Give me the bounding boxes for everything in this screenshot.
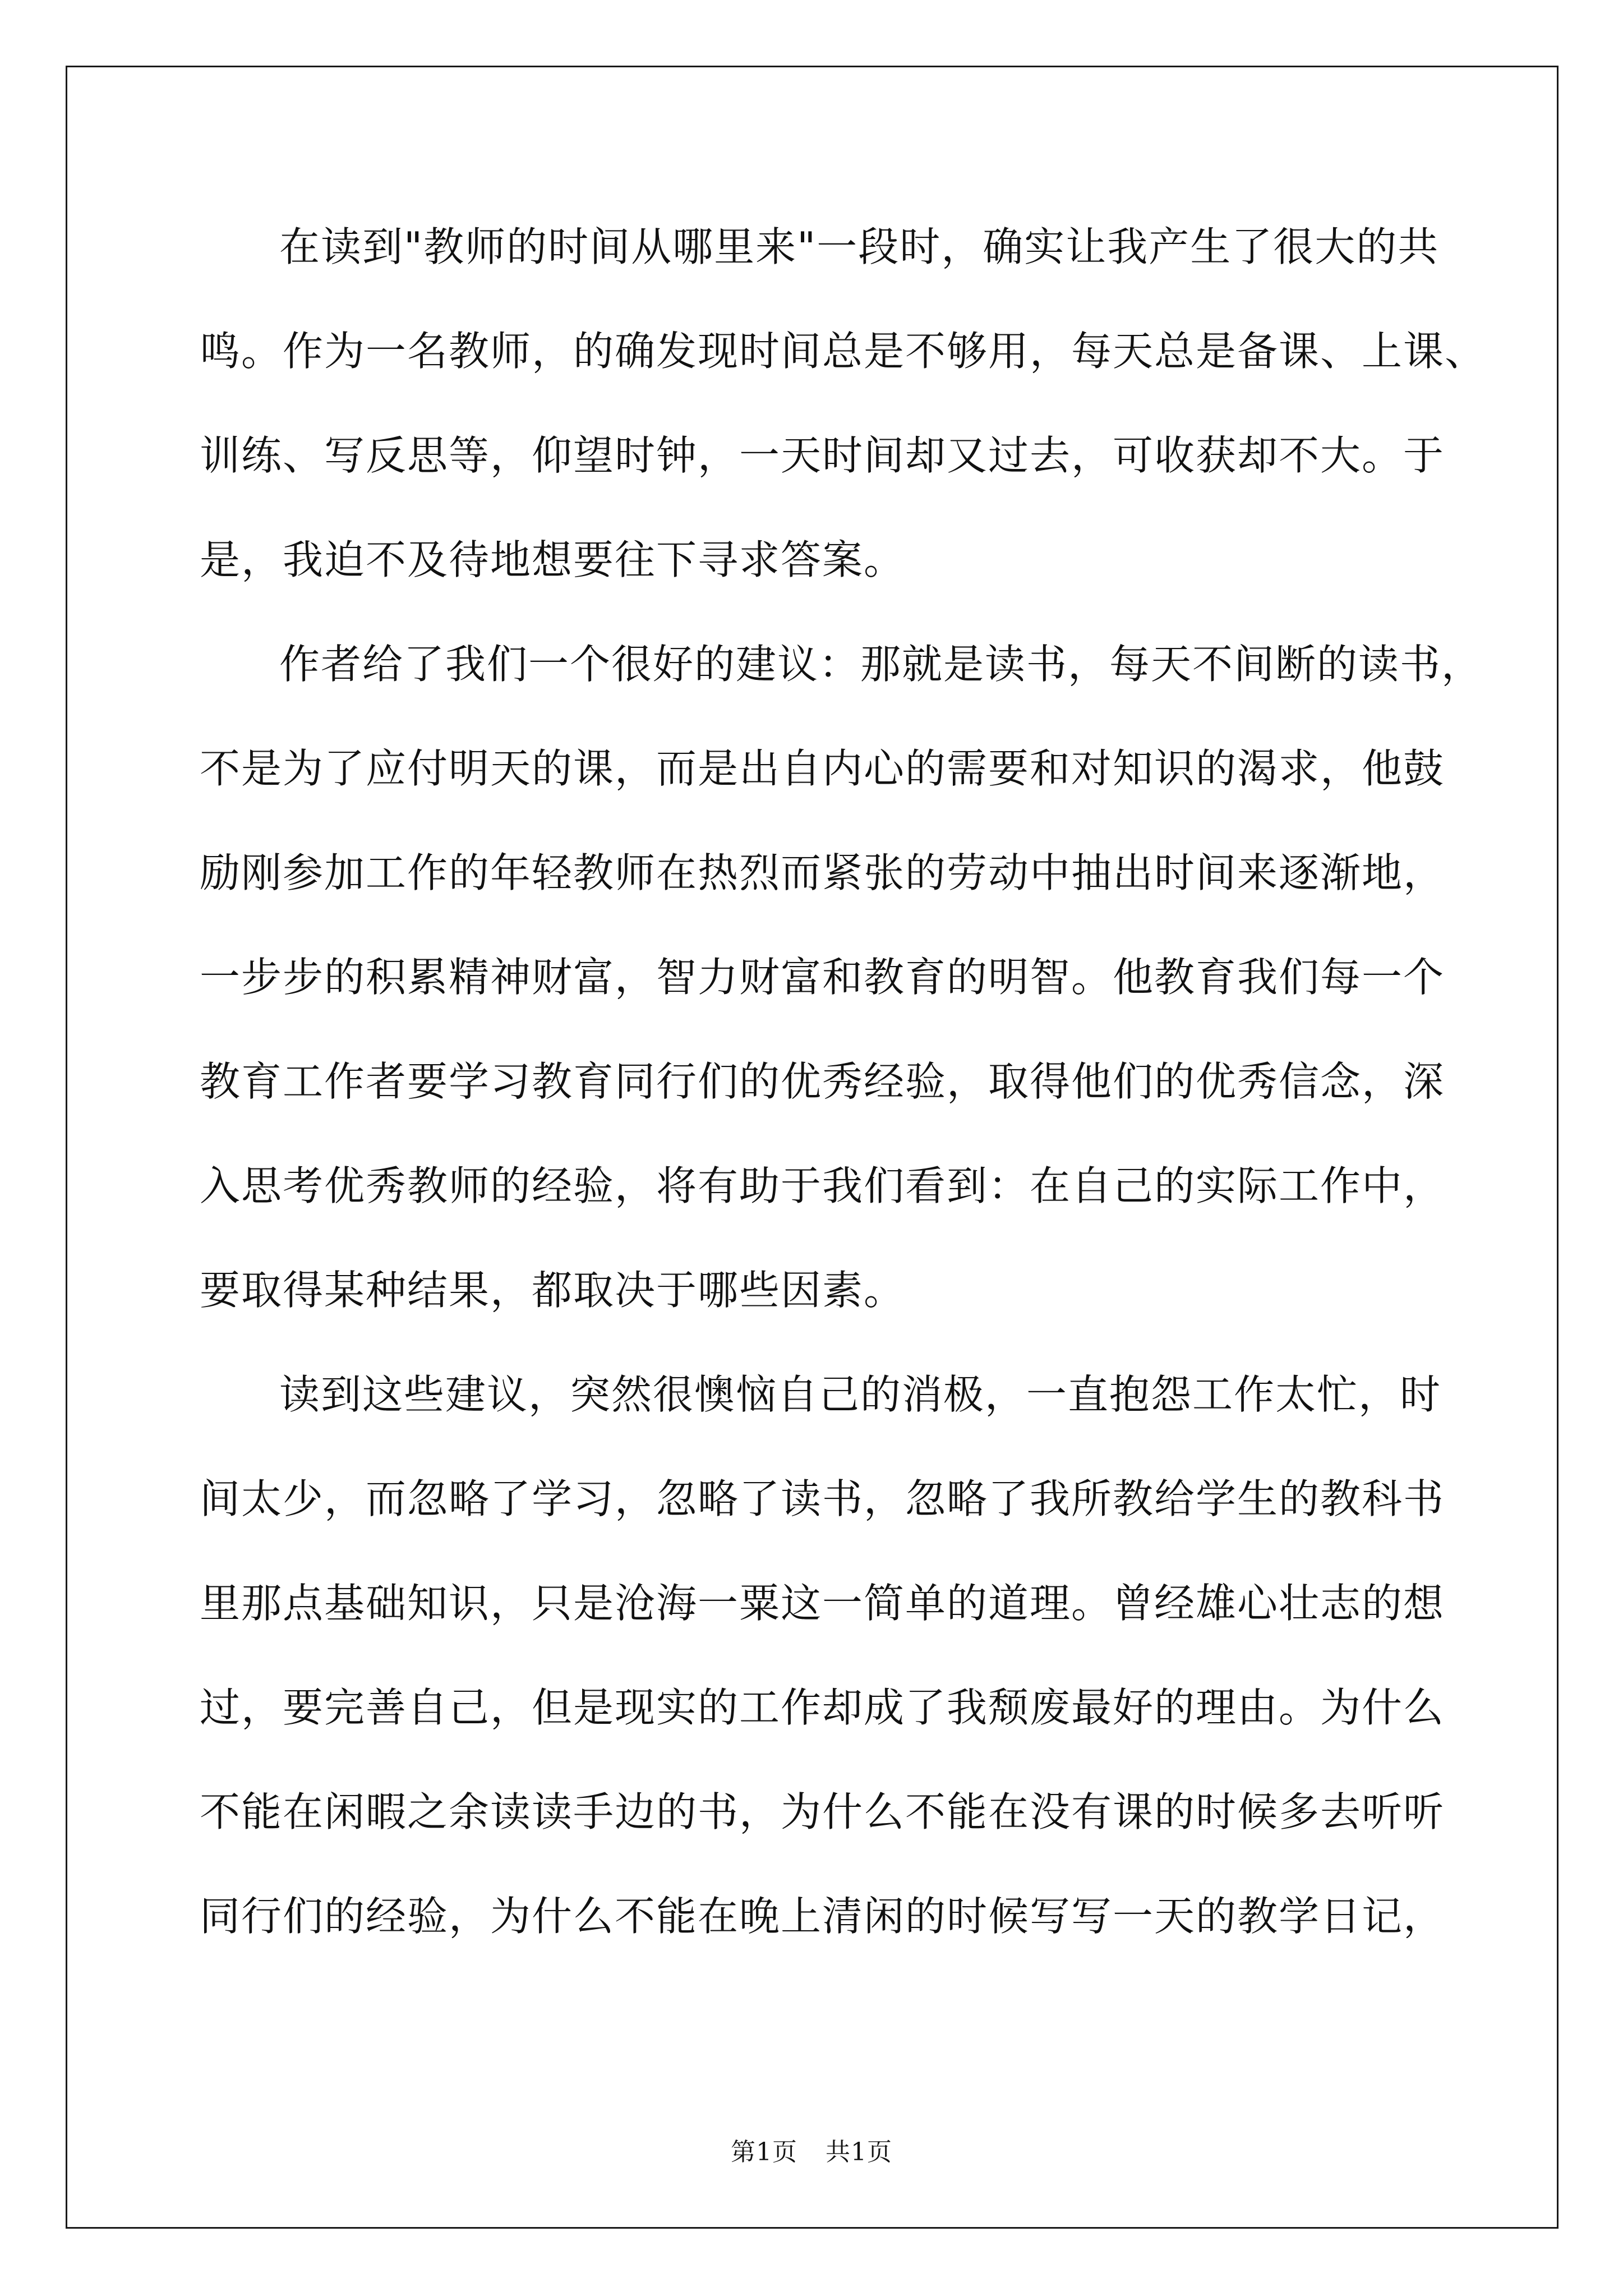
text-line: 教育工作者要学习教育同行们的优秀经验，取得他们的优秀信念，深	[200, 1058, 1445, 1105]
text-line: 作者给了我们一个很好的建议：那就是读书，每天不间断的读书，	[279, 641, 1483, 688]
text-line: 不是为了应付明天的课，而是出自内心的需要和对知识的渴求，他鼓	[200, 745, 1445, 792]
document-body	[200, 213, 1487, 1987]
text-line: 要取得某种结果，都取决于哪些因素。	[200, 1267, 906, 1314]
page-total: 共1页	[826, 2138, 892, 2166]
text-line: 鸣。作为一名教师，的确发现时间总是不够用，每天总是备课、上课、	[200, 328, 1487, 375]
text-line: 训练、写反思等，仰望时钟，一天时间却又过去，可收获却不大。于	[200, 432, 1445, 479]
text-line: 一步步的积累精神财富，智力财富和教育的明智。他教育我们每一个	[200, 954, 1445, 1001]
text-line: 是，我迫不及待地想要往下寻求答案。	[200, 536, 906, 583]
text-line: 里那点基础知识，只是沧海一粟这一简单的道理。曾经雄心壮志的想	[200, 1580, 1445, 1627]
text-line: 过，要完善自己，但是现实的工作却成了我颓废最好的理由。为什么	[200, 1684, 1445, 1731]
text-line: 不能在闲暇之余读读手边的书，为什么不能在没有课的时候多去听听	[200, 1788, 1445, 1835]
text-line: 间太少，而忽略了学习，忽略了读书，忽略了我所教给学生的教科书	[200, 1475, 1445, 1522]
page-number: 第1页	[731, 2138, 797, 2166]
text-line: 励刚参加工作的年轻教师在热烈而紧张的劳动中抽出时间来逐渐地，	[200, 849, 1445, 896]
text-line: 入思考优秀教师的经验，将有助于我们看到：在自己的实际工作中，	[200, 1162, 1445, 1209]
text-line: 读到这些建议，突然很懊恼自己的消极，一直抱怨工作太忙，时	[279, 1371, 1442, 1418]
text-line: 在读到"教师的时间从哪里来"一段时，确实让我产生了很大的共	[279, 223, 1440, 270]
page-footer	[0, 2132, 1623, 2168]
text-line: 同行们的经验，为什么不能在晚上清闲的时候写写一天的教学日记，	[200, 1893, 1445, 1940]
